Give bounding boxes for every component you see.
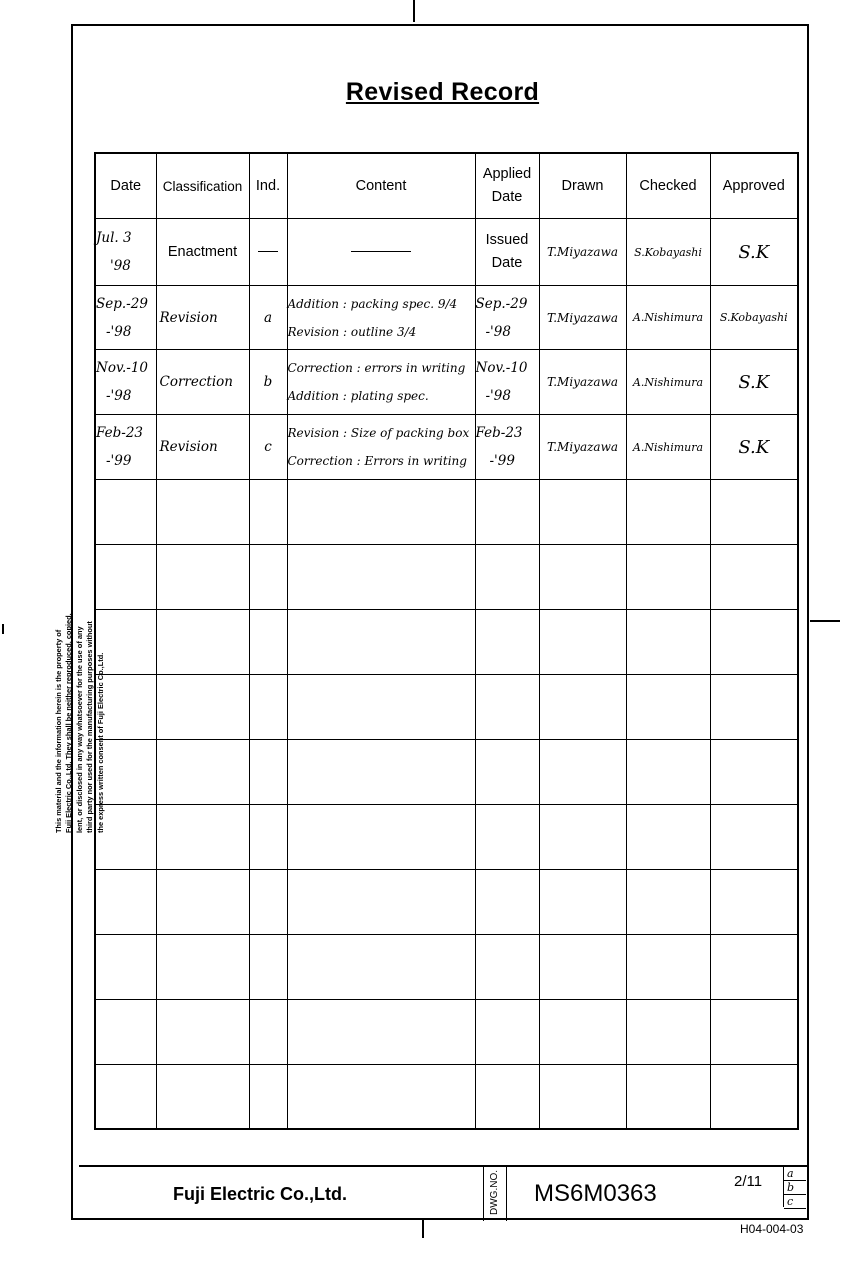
table-row-empty bbox=[95, 480, 798, 545]
row-applied-date bbox=[475, 286, 539, 350]
dwg-label-box bbox=[483, 1167, 507, 1221]
row-date-l2: -'98 bbox=[106, 323, 132, 340]
revision-marks bbox=[783, 1167, 806, 1207]
dwg-label: DWG.NO. bbox=[489, 1170, 500, 1215]
row-applied-l2: -'98 bbox=[485, 388, 511, 404]
row-applied-l1: Feb-23 bbox=[475, 425, 523, 441]
row-date bbox=[95, 219, 156, 286]
row-date-l1: Nov.-10 bbox=[96, 360, 148, 376]
ind-dash bbox=[258, 251, 278, 253]
row-date-l2: -'98 bbox=[106, 388, 132, 404]
notice-line: lent, or disclosed in any way whatsoever for the use of any bbox=[74, 626, 84, 834]
header-date: Date bbox=[95, 153, 156, 219]
row-approved-signature: S.K bbox=[710, 415, 798, 480]
row-content bbox=[287, 415, 475, 480]
row-date-l1: Sep.-29 bbox=[96, 295, 148, 312]
row-ind: b bbox=[249, 350, 287, 415]
row-applied-date bbox=[475, 219, 539, 286]
drawing-number: MS6M0363 bbox=[534, 1180, 657, 1207]
table-row bbox=[95, 219, 798, 286]
header-content: Content bbox=[287, 153, 475, 219]
row-content-l2: Addition : plating spec. bbox=[287, 389, 429, 403]
row-checked-signature: S.Kobayashi bbox=[626, 219, 710, 286]
row-date-l1: Feb-23 bbox=[96, 425, 143, 441]
rev-mark: c bbox=[784, 1195, 806, 1209]
company-name: Fuji Electric Co.,Ltd. bbox=[173, 1184, 348, 1204]
row-date bbox=[95, 350, 156, 415]
row-approved-signature: S.Kobayashi bbox=[710, 286, 798, 350]
row-date bbox=[95, 415, 156, 480]
row-content-l1: Revision : Size of packing box bbox=[287, 426, 470, 440]
row-applied-l2: -'99 bbox=[489, 453, 515, 469]
notice-line: the express written consent of Fuji Electric Co.,Ltd. bbox=[95, 652, 105, 834]
content-dash bbox=[351, 251, 411, 253]
row-applied-l1: Nov.-10 bbox=[475, 360, 528, 376]
row-checked-signature: A.Nishimura bbox=[626, 350, 710, 415]
row-applied-date bbox=[475, 350, 539, 415]
row-content bbox=[287, 286, 475, 350]
row-checked-signature: A.Nishimura bbox=[626, 286, 710, 350]
row-content bbox=[287, 350, 475, 415]
row-date-l1: Jul. 3 bbox=[96, 230, 132, 246]
form-number: H04-004-03 bbox=[740, 1222, 804, 1236]
row-classification: Correction bbox=[156, 350, 249, 415]
header-checked: Checked bbox=[626, 153, 710, 219]
title-block bbox=[79, 1165, 809, 1221]
row-applied-l2: Date bbox=[491, 255, 523, 271]
row-drawn-signature: T.Miyazawa bbox=[539, 219, 626, 286]
header-drawn: Drawn bbox=[539, 153, 626, 219]
header-ind: Ind. bbox=[249, 153, 287, 219]
table-row-empty bbox=[95, 740, 798, 805]
row-drawn-signature: T.Miyazawa bbox=[539, 286, 626, 350]
table-row bbox=[95, 415, 798, 480]
notice-line: Fuji Electric Co.,Ltd. They shall be neither reproduced, copied, bbox=[64, 613, 74, 834]
table-row bbox=[95, 286, 798, 350]
row-classification: Revision bbox=[156, 415, 249, 480]
row-applied-l1: Sep.-29 bbox=[475, 295, 528, 312]
table-row-empty bbox=[95, 870, 798, 935]
sheet-number: 2/11 bbox=[734, 1173, 763, 1190]
row-date-l2: '98 bbox=[110, 258, 131, 274]
header-applied-l1: Applied bbox=[482, 166, 532, 182]
header-row bbox=[95, 153, 798, 219]
header-applied-date bbox=[475, 153, 539, 219]
crop-mark-bottom bbox=[422, 1218, 424, 1238]
revised-record-table bbox=[94, 152, 799, 1130]
row-drawn-signature: T.Miyazawa bbox=[539, 415, 626, 480]
rev-mark: a bbox=[784, 1167, 806, 1181]
table-row-empty bbox=[95, 545, 798, 610]
table-row-empty bbox=[95, 935, 798, 1000]
row-applied-l1: Issued bbox=[485, 232, 529, 248]
row-applied-date bbox=[475, 415, 539, 480]
row-applied-l2: -'98 bbox=[485, 323, 511, 340]
notice-line: This material and the information herein is the property of bbox=[53, 629, 63, 834]
row-content bbox=[287, 219, 475, 286]
row-ind: a bbox=[249, 286, 287, 350]
row-drawn-signature: T.Miyazawa bbox=[539, 350, 626, 415]
table-row-empty bbox=[95, 805, 798, 870]
row-content-l2: Revision : outline 3/4 bbox=[287, 324, 417, 339]
header-approved: Approved bbox=[710, 153, 798, 219]
row-ind bbox=[249, 219, 287, 286]
crop-mark-right bbox=[810, 620, 840, 622]
row-date bbox=[95, 286, 156, 350]
row-approved-signature: S.K bbox=[710, 350, 798, 415]
rev-mark: b bbox=[784, 1181, 806, 1195]
crop-mark-top bbox=[413, 0, 415, 22]
row-content-l1: Correction : errors in writing bbox=[287, 361, 466, 375]
header-classification: Classification bbox=[156, 153, 249, 219]
row-ind: c bbox=[249, 415, 287, 480]
page-title: Revised Record bbox=[345, 78, 540, 106]
row-classification: Revision bbox=[156, 286, 249, 350]
row-classification: Enactment bbox=[156, 219, 249, 286]
table-row-empty bbox=[95, 1065, 798, 1129]
crop-mark-left bbox=[2, 624, 4, 634]
table-row-empty bbox=[95, 675, 798, 740]
row-content-l1: Addition : packing spec. 9/4 bbox=[287, 296, 458, 311]
row-checked-signature: A.Nishimura bbox=[626, 415, 710, 480]
table-row bbox=[95, 350, 798, 415]
header-applied-l2: Date bbox=[491, 189, 523, 205]
row-date-l2: -'99 bbox=[106, 453, 132, 469]
table-row-empty bbox=[95, 1000, 798, 1065]
row-approved-signature: S.K bbox=[710, 219, 798, 286]
notice-line: third party nor used for the manufacturing purposes without bbox=[85, 621, 95, 834]
row-content-l2: Correction : Errors in writing bbox=[287, 454, 467, 468]
table-row-empty bbox=[95, 610, 798, 675]
